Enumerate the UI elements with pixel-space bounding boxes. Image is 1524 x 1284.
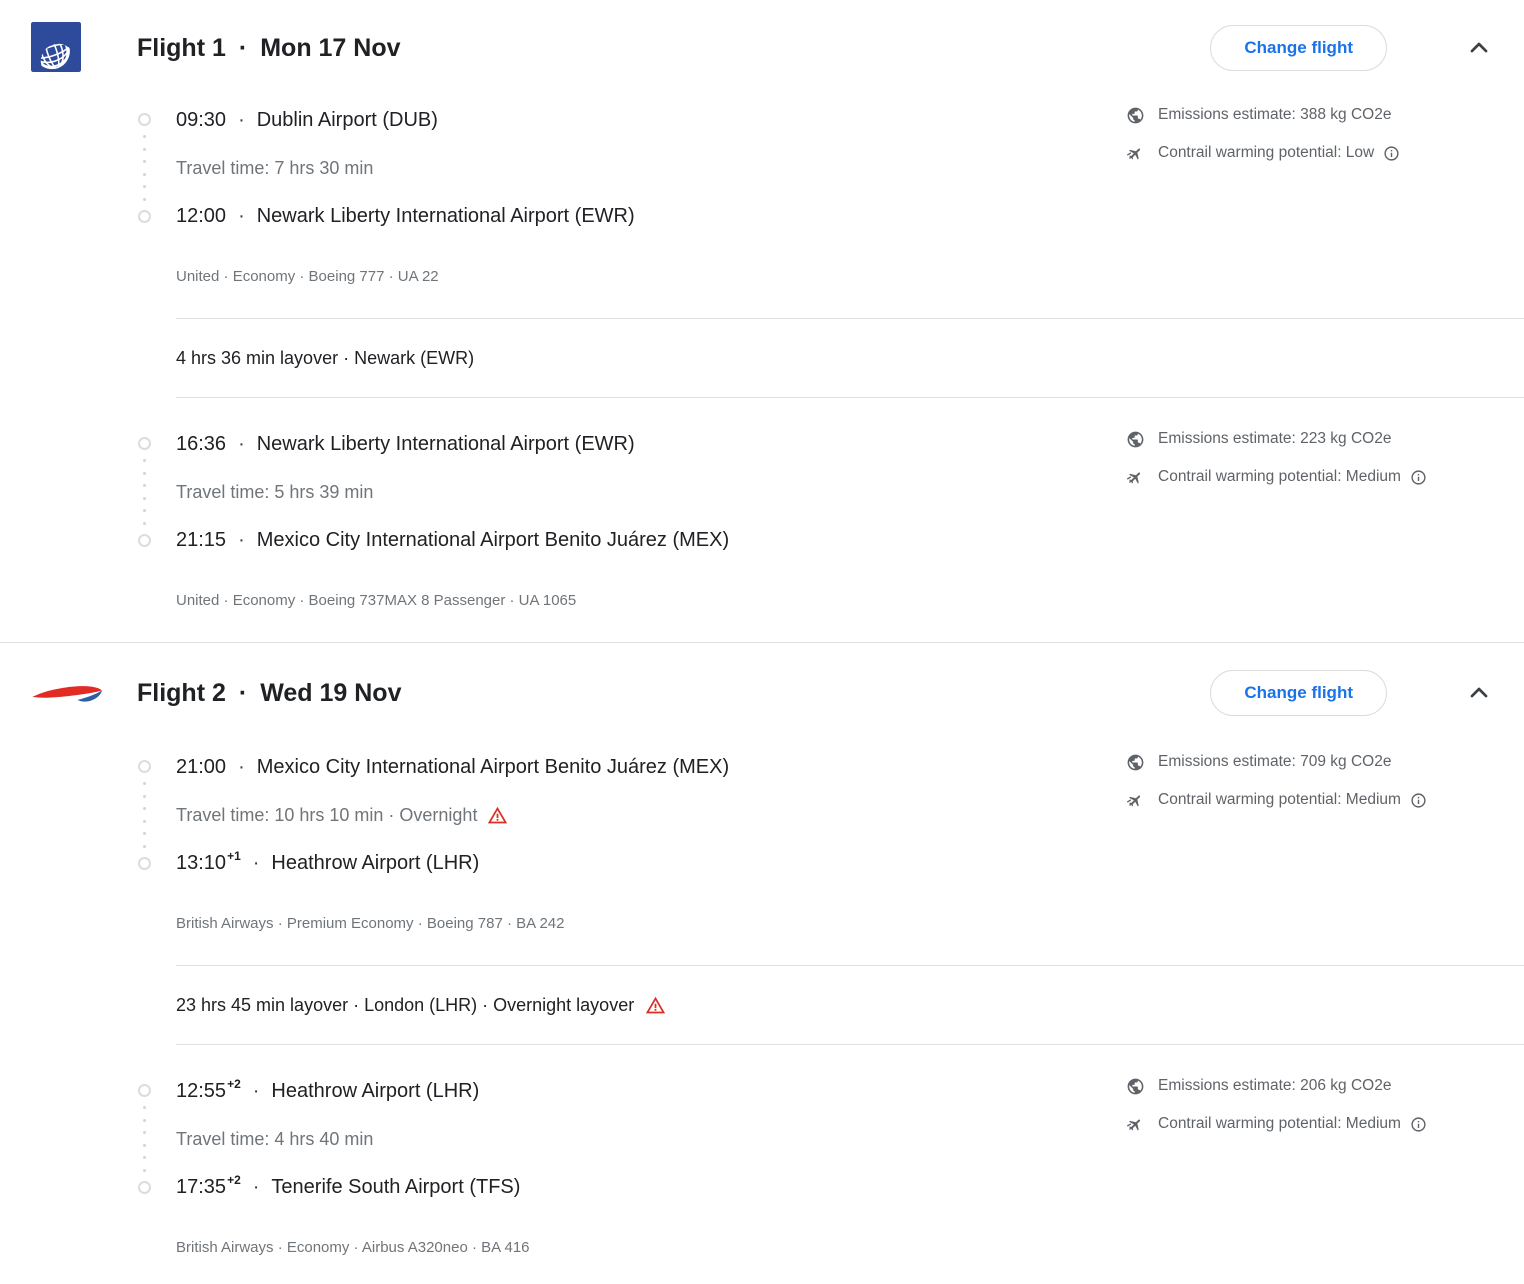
contrail-row [1125, 1105, 1523, 1143]
row-separator: · [238, 108, 245, 131]
timeline-arrival-ring [138, 534, 151, 547]
flight-segment [0, 96, 1524, 318]
emissions-estimate: Emissions estimate: 709 kg CO2e [1158, 753, 1392, 770]
departure-airport: Newark Liberty International Airport (EWR) [256, 432, 635, 455]
departure-time: 16:36 [176, 432, 227, 455]
emissions-row [1125, 96, 1523, 134]
flight-segment [0, 1045, 1524, 1284]
row-separator: · [238, 432, 245, 455]
contrail-warming-potential: Contrail warming potential: Medium [1158, 1115, 1401, 1132]
emissions-block [1125, 1067, 1523, 1143]
globe-icon [1125, 430, 1145, 449]
title-separator: · [238, 678, 248, 707]
segment-timeline [137, 113, 151, 223]
globe-icon [1125, 753, 1145, 772]
contrail-row [1125, 134, 1523, 172]
warning-icon [487, 805, 508, 826]
row-separator: · [238, 204, 245, 227]
emissions-block [1125, 743, 1523, 819]
layover-info: 23 hrs 45 min layover · London (LHR) · Overnight layover [176, 994, 635, 1015]
info-icon[interactable] [1410, 1116, 1427, 1133]
travel-time: Travel time: 4 hrs 40 min [176, 1128, 374, 1149]
info-icon[interactable] [1383, 145, 1400, 162]
timeline-departure-ring [138, 437, 151, 450]
contrail-plane-icon [1125, 1115, 1145, 1134]
travel-time: Travel time: 5 hrs 39 min [176, 481, 374, 502]
travel-time: Travel time: 7 hrs 30 min [176, 157, 374, 178]
collapse-chevron-icon[interactable] [1466, 680, 1492, 706]
row-separator: · [238, 528, 245, 551]
timeline-departure-ring [138, 760, 151, 773]
departure-time: 09:30 [176, 108, 227, 131]
collapse-chevron-icon[interactable] [1466, 35, 1492, 61]
layover-row [0, 966, 1524, 1044]
arrival-row [176, 192, 1524, 240]
flight-2-header [0, 643, 1524, 743]
change-flight-button[interactable]: Change flight [1210, 25, 1387, 71]
arrival-time: 17:35 [176, 1175, 227, 1198]
segment-timeline [137, 760, 151, 870]
layover-info: 4 hrs 36 min layover · Newark (EWR) [176, 347, 475, 368]
departure-airport: Dublin Airport (DUB) [256, 108, 438, 131]
segment-timeline [137, 437, 151, 547]
timeline-arrival-ring [138, 1181, 151, 1194]
emissions-estimate: Emissions estimate: 206 kg CO2e [1158, 1077, 1392, 1094]
arrival-airport: Heathrow Airport (LHR) [271, 851, 480, 874]
contrail-warming-potential: Contrail warming potential: Medium [1158, 468, 1401, 485]
flight-segment [0, 743, 1524, 965]
timeline-dots [143, 450, 146, 534]
flight-number-label: Flight 1 [137, 33, 226, 62]
flight-1-header [0, 0, 1524, 96]
timeline-departure-ring [138, 113, 151, 126]
carrier-info: United · Economy · Boeing 737MAX 8 Passenger · UA 1065 [176, 591, 577, 609]
info-icon[interactable] [1410, 469, 1427, 486]
row-separator: · [238, 755, 245, 778]
flight-date-label: Wed 19 Nov [260, 678, 402, 707]
emissions-estimate: Emissions estimate: 223 kg CO2e [1158, 430, 1392, 447]
carrier-info: British Airways · Premium Economy · Boeing 787 · BA 242 [176, 914, 565, 932]
layover-row [0, 319, 1524, 397]
departure-time: 12:55 [176, 1079, 227, 1102]
contrail-plane-icon [1125, 468, 1145, 487]
flight-2-title [137, 679, 401, 708]
departure-day-offset: +2 [227, 1077, 241, 1091]
timeline-departure-ring [138, 1084, 151, 1097]
info-icon[interactable] [1410, 792, 1427, 809]
contrail-warming-potential: Contrail warming potential: Medium [1158, 791, 1401, 808]
flight-number-label: Flight 2 [137, 678, 226, 707]
emissions-row [1125, 1067, 1523, 1105]
timeline-dots [143, 1097, 146, 1181]
emissions-row [1125, 743, 1523, 781]
contrail-row [1125, 458, 1523, 496]
arrival-time: 13:10 [176, 851, 227, 874]
arrival-airport: Newark Liberty International Airport (EWR) [256, 204, 635, 227]
arrival-airport: Mexico City International Airport Benito Juárez (MEX) [256, 528, 730, 551]
carrier-info: United · Economy · Boeing 777 · UA 22 [176, 267, 439, 285]
flight-card-2 [0, 643, 1524, 1284]
timeline-arrival-ring [138, 210, 151, 223]
flight-date-label: Mon 17 Nov [260, 33, 401, 62]
row-separator: · [252, 1175, 260, 1198]
title-separator: · [238, 33, 248, 62]
emissions-block [1125, 96, 1523, 172]
departure-airport: Heathrow Airport (LHR) [271, 1079, 480, 1102]
arrival-row [176, 516, 1524, 564]
arrival-row [176, 1163, 1524, 1211]
flight-1-title [137, 34, 401, 63]
contrail-row [1125, 781, 1523, 819]
departure-time: 21:00 [176, 755, 227, 778]
timeline-arrival-ring [138, 857, 151, 870]
travel-time: Travel time: 10 hrs 10 min · Overnight [176, 804, 478, 825]
arrival-row [176, 839, 1524, 887]
arrival-time: 12:00 [176, 204, 227, 227]
globe-icon [1125, 106, 1145, 125]
timeline-dots [143, 126, 146, 210]
carrier-info: British Airways · Economy · Airbus A320neo · BA 416 [176, 1238, 530, 1256]
arrival-day-offset: +1 [227, 849, 241, 863]
emissions-row [1125, 420, 1523, 458]
british-airways-logo-icon [31, 680, 107, 706]
globe-icon [1125, 1077, 1145, 1096]
row-separator: · [252, 1079, 260, 1102]
row-separator: · [252, 851, 260, 874]
arrival-airport: Tenerife South Airport (TFS) [271, 1175, 521, 1198]
contrail-plane-icon [1125, 144, 1145, 163]
change-flight-button[interactable]: Change flight [1210, 670, 1387, 716]
arrival-time: 21:15 [176, 528, 227, 551]
contrail-plane-icon [1125, 791, 1145, 810]
warning-icon [645, 995, 666, 1016]
segment-timeline [137, 1084, 151, 1194]
departure-airport: Mexico City International Airport Benito Juárez (MEX) [256, 755, 730, 778]
emissions-estimate: Emissions estimate: 388 kg CO2e [1158, 106, 1392, 123]
timeline-dots [143, 773, 146, 857]
contrail-warming-potential: Contrail warming potential: Low [1158, 144, 1375, 161]
arrival-day-offset: +2 [227, 1173, 241, 1187]
emissions-block [1125, 420, 1523, 496]
united-airlines-logo-icon [31, 22, 81, 72]
flight-segment [0, 398, 1524, 642]
